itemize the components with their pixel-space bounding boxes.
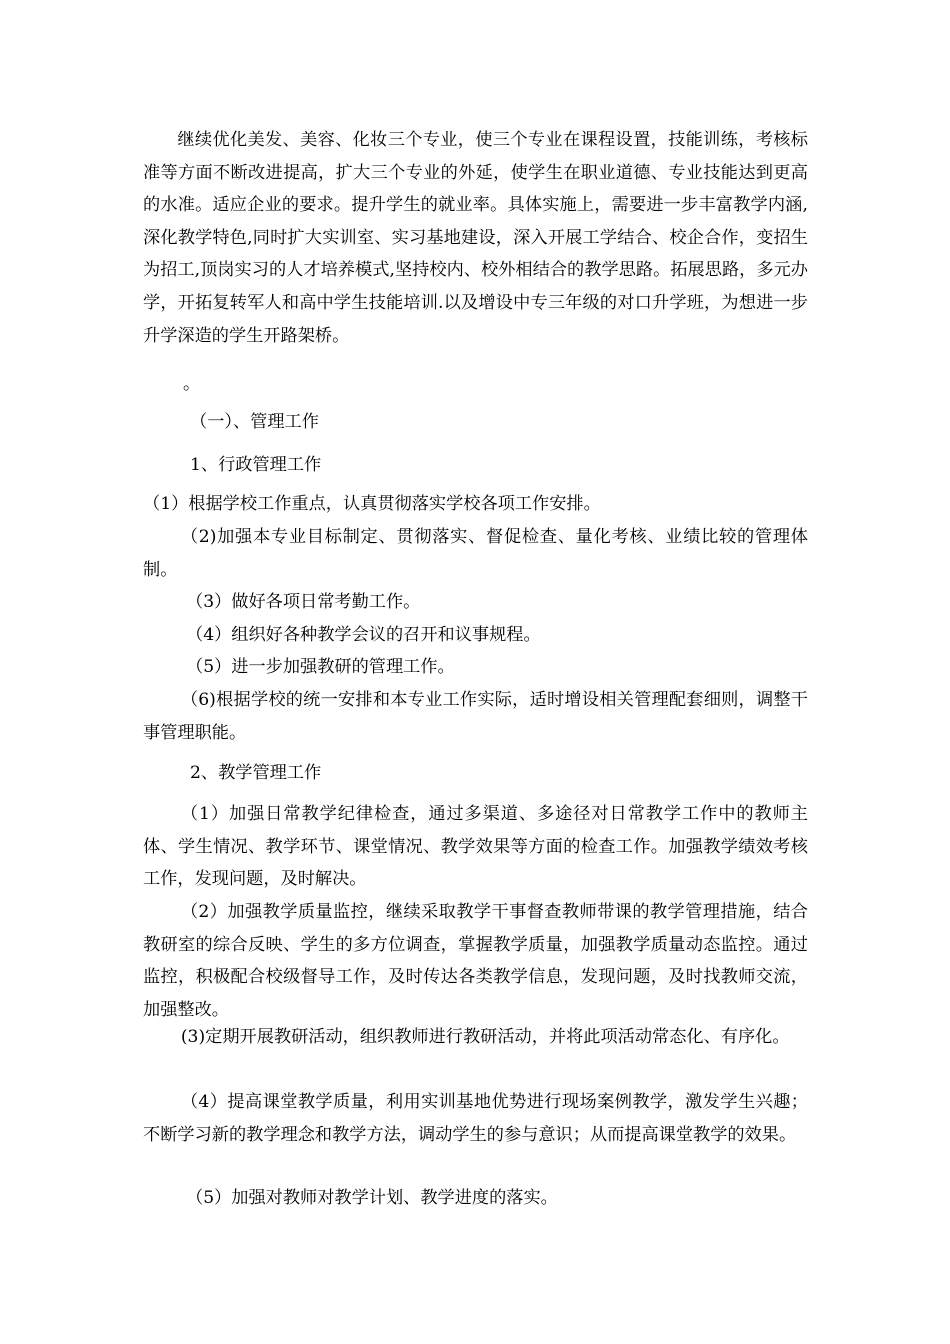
admin-item-3: （3）做好各项日常考勤工作。 [186,592,421,612]
admin-item-2: （2)加强本专业目标制定、贯彻落实、督促检查、量化考核、业绩比较的管理体制。 [143,527,808,580]
teaching-item-5: （5）加强对教师对教学计划、教学进度的落实。 [186,1188,558,1208]
admin-heading: 1、行政管理工作 [190,455,322,475]
teaching-item-2: （2）加强教学质量监控，继续采取教学干事督查教师带课的教学管理措施，结合教研室的综合反映、学生的多方位调查，掌握教学质量，加强教学质量动态监控。通过监控，积极配合校级督导工作，及时传达各类教学信息，发现问题，及时找教师交流，加强整改。 [143,902,808,1020]
teaching-item-3: (3)定期开展教研活动，组织教师进行教研活动，并将此项活动常态化、有序化。 [180,1027,790,1047]
section-one-heading: （一）、管理工作 [190,412,319,432]
teaching-item-1: （1）加强日常教学纪律检查，通过多渠道、多途径对日常教学工作中的教师主体、学生情况、教学环节、课堂情况、教学效果等方面的检查工作。加强教学绩效考核工作，发现问题，及时解决。 [143,804,808,890]
admin-item-6: （6)根据学校的统一安排和本专业工作实际，适时增设相关管理配套细则，调整干事管理职能。 [143,690,808,743]
intro-paragraph: 继续优化美发、美容、化妆三个专业，使三个专业在课程设置，技能训练，考核标准等方面不断改进提高，扩大三个专业的外延，使学生在职业道德、专业技能达到更高的水准。适应企业的要求。提升学生的就业率。具体实施上，需要进一步丰富教学内涵,深化教学特色,同时扩大实训室、实习基地建设，深入开展工学结合、校企合作，变招生为招工,顶岗实习的人才培养模式,坚持校内、校外相结合的教学思路。拓展思路，多元办学，开拓复转军人和高中学生技能培训.以及增设中专三年级的对口升学班，为想进一步升学深造的学生开路架桥。 [143,130,808,346]
teaching-heading: 2、教学管理工作 [190,763,322,783]
admin-item-1: （1）根据学校工作重点，认真贯彻落实学校各项工作安排。 [143,494,601,514]
stray-punctuation: 。 [183,374,201,394]
admin-item-5: （5）进一步加强教研的管理工作。 [186,657,455,677]
admin-item-4: （4）组织好各种教学会议的召开和议事规程。 [186,625,541,645]
teaching-item-4: （4）提高课堂教学质量，利用实训基地优势进行现场案例教学，激发学生兴趣；不断学习新的教学理念和教学方法，调动学生的参与意识；从而提高课堂教学的效果。 [143,1092,808,1145]
